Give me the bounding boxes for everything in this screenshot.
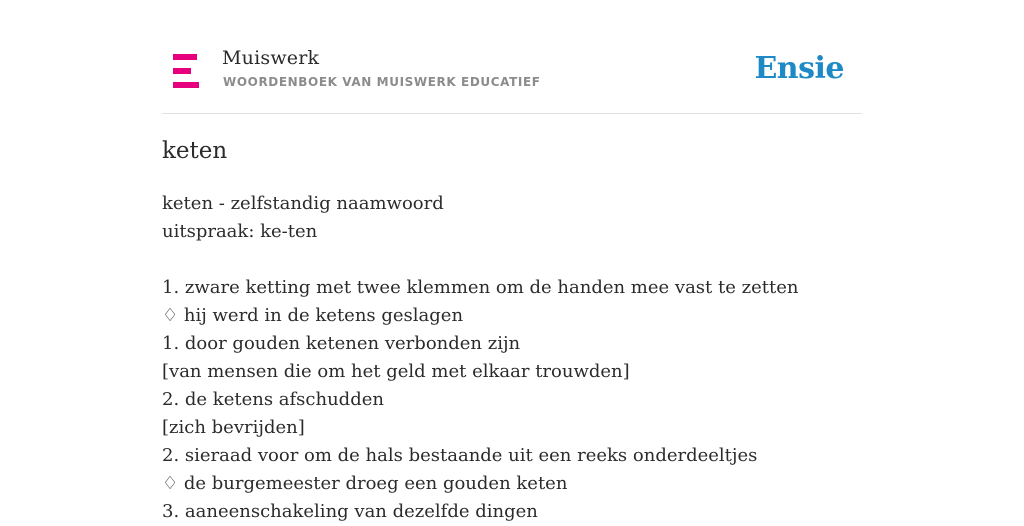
expression-explanation: [zich bevrijden]: [162, 417, 305, 438]
expression-line: 1. door gouden ketenen verbonden zijn: [162, 333, 521, 354]
expression-explanation: [van mensen die om het geld met elkaar trouwden]: [162, 361, 630, 382]
entry-content: [162, 190, 862, 526]
site-name[interactable]: Muiswerk: [222, 47, 320, 69]
expression-line: 2. de ketens afschudden: [162, 389, 384, 410]
definition-line: 3. aaneenschakeling van dezelfde dingen: [162, 501, 538, 522]
site-header: [162, 0, 862, 114]
pronunciation-line: uitspraak: ke-ten: [162, 221, 318, 242]
example-line: ♢ hij werd in de ketens geslagen: [162, 305, 464, 326]
muiswerk-logo-icon[interactable]: [173, 54, 201, 88]
page: [162, 0, 862, 522]
spacer: [162, 246, 862, 274]
definition-line: 2. sieraad voor om de hals bestaande uit een reeks onderdeeltjes: [162, 445, 758, 466]
entry-title: keten: [162, 138, 228, 164]
word-class-line: keten - zelfstandig naamwoord: [162, 193, 444, 214]
ensie-logo[interactable]: Ensie: [754, 51, 844, 86]
site-subtitle: WOORDENBOEK VAN MUISWERK EDUCATIEF: [223, 75, 541, 89]
definition-line: 1. zware ketting met twee klemmen om de handen mee vast te zetten: [162, 277, 799, 298]
example-line: ♢ de burgemeester droeg een gouden keten: [162, 473, 568, 494]
